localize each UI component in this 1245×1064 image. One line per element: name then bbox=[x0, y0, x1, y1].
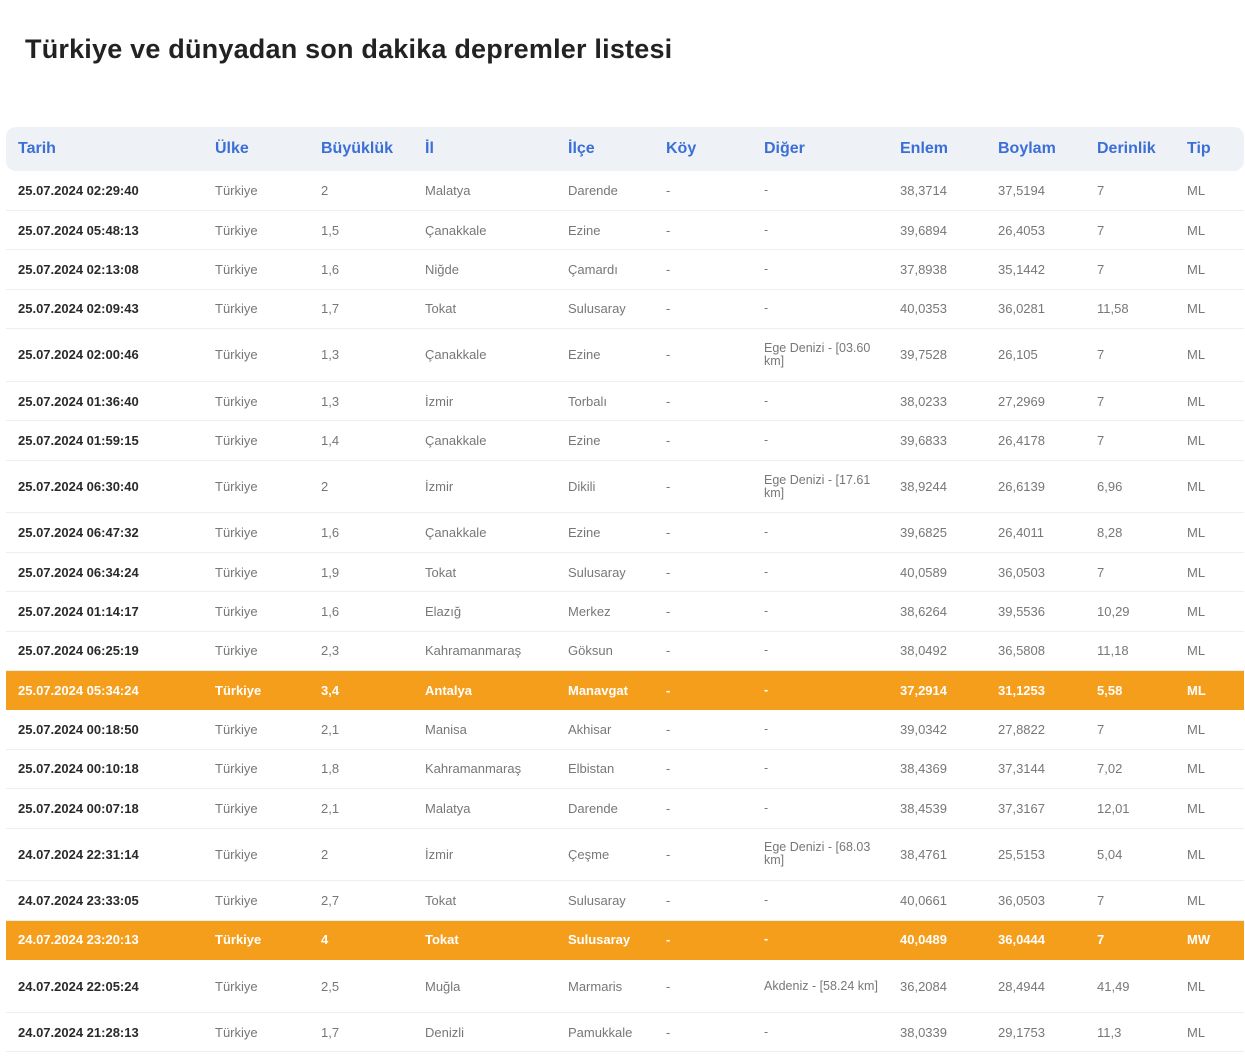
country-cell: Türkiye bbox=[203, 552, 309, 591]
magnitude-cell: 2 bbox=[309, 171, 413, 210]
country-cell: Türkiye bbox=[203, 749, 309, 788]
type-cell: ML bbox=[1175, 552, 1244, 591]
district-cell: Manavgat bbox=[556, 671, 654, 710]
magnitude-cell: 2 bbox=[309, 828, 413, 881]
table-row[interactable] bbox=[6, 210, 1244, 249]
type-cell: ML bbox=[1175, 250, 1244, 289]
district-cell: Akhisar bbox=[556, 710, 654, 749]
longitude-cell: 37,3144 bbox=[986, 749, 1085, 788]
province-cell: Tokat bbox=[413, 881, 556, 920]
village-cell: - bbox=[654, 513, 752, 552]
date-cell: 25.07.2024 01:14:17 bbox=[6, 592, 203, 631]
depth-cell: 7,02 bbox=[1085, 749, 1175, 788]
district-cell: Göksun bbox=[556, 631, 654, 670]
village-cell: - bbox=[654, 710, 752, 749]
date-cell: 24.07.2024 21:28:13 bbox=[6, 1012, 203, 1051]
longitude-cell: 39,5536 bbox=[986, 592, 1085, 631]
province-cell: Çanakkale bbox=[413, 210, 556, 249]
column-header-ilce[interactable]: İlçe bbox=[568, 140, 595, 157]
latitude-cell: 40,0589 bbox=[888, 552, 986, 591]
date-cell: 24.07.2024 23:33:05 bbox=[6, 881, 203, 920]
province-cell: Manisa bbox=[413, 710, 556, 749]
village-cell: - bbox=[654, 749, 752, 788]
type-cell: ML bbox=[1175, 631, 1244, 670]
district-cell: Ezine bbox=[556, 210, 654, 249]
country-cell: Türkiye bbox=[203, 710, 309, 749]
longitude-cell: 27,2969 bbox=[986, 381, 1085, 420]
table-row[interactable] bbox=[6, 552, 1244, 591]
village-cell: - bbox=[654, 421, 752, 460]
province-cell: Kahramanmaraş bbox=[413, 749, 556, 788]
table-row[interactable] bbox=[6, 289, 1244, 328]
table-header-row bbox=[6, 127, 1244, 171]
longitude-cell: 26,4178 bbox=[986, 421, 1085, 460]
province-cell: İzmir bbox=[413, 828, 556, 881]
column-header-il[interactable]: İl bbox=[425, 140, 434, 157]
table-row[interactable] bbox=[6, 631, 1244, 670]
column-header-buyukluk[interactable]: Büyüklük bbox=[321, 140, 394, 157]
country-cell: Türkiye bbox=[203, 171, 309, 210]
magnitude-cell: 1,3 bbox=[309, 381, 413, 420]
province-cell: Çanakkale bbox=[413, 421, 556, 460]
village-cell: - bbox=[654, 381, 752, 420]
country-cell: Türkiye bbox=[203, 631, 309, 670]
country-cell: Türkiye bbox=[203, 828, 309, 881]
table-row[interactable] bbox=[6, 381, 1244, 420]
village-cell: - bbox=[654, 592, 752, 631]
province-cell: İzmir bbox=[413, 460, 556, 513]
longitude-cell: 25,5153 bbox=[986, 828, 1085, 881]
latitude-cell: 40,0489 bbox=[888, 920, 986, 959]
other-cell: - bbox=[752, 210, 888, 249]
village-cell: - bbox=[654, 250, 752, 289]
province-cell: Malatya bbox=[413, 171, 556, 210]
depth-cell: 8,28 bbox=[1085, 513, 1175, 552]
table-row[interactable] bbox=[6, 828, 1244, 881]
table-row[interactable] bbox=[6, 1012, 1244, 1051]
other-cell: - bbox=[752, 631, 888, 670]
other-cell: - bbox=[752, 513, 888, 552]
village-cell: - bbox=[654, 552, 752, 591]
longitude-cell: 37,5194 bbox=[986, 171, 1085, 210]
village-cell: - bbox=[654, 289, 752, 328]
country-cell: Türkiye bbox=[203, 210, 309, 249]
country-cell: Türkiye bbox=[203, 513, 309, 552]
longitude-cell: 36,0503 bbox=[986, 552, 1085, 591]
country-cell: Türkiye bbox=[203, 329, 309, 382]
village-cell: - bbox=[654, 210, 752, 249]
date-cell: 25.07.2024 06:34:24 bbox=[6, 552, 203, 591]
column-header-derinlik[interactable]: Derinlik bbox=[1097, 140, 1156, 157]
latitude-cell: 40,0661 bbox=[888, 881, 986, 920]
type-cell: ML bbox=[1175, 171, 1244, 210]
magnitude-cell: 4 bbox=[309, 920, 413, 959]
latitude-cell: 36,2084 bbox=[888, 960, 986, 1013]
date-cell: 25.07.2024 06:30:40 bbox=[6, 460, 203, 513]
country-cell: Türkiye bbox=[203, 289, 309, 328]
district-cell: Darende bbox=[556, 789, 654, 828]
type-cell: ML bbox=[1175, 289, 1244, 328]
latitude-cell: 38,6264 bbox=[888, 592, 986, 631]
column-header-diger[interactable]: Diğer bbox=[764, 140, 805, 157]
latitude-cell: 37,2914 bbox=[888, 671, 986, 710]
latitude-cell: 38,9244 bbox=[888, 460, 986, 513]
table-row[interactable] bbox=[6, 881, 1244, 920]
province-cell: Elazığ bbox=[413, 592, 556, 631]
latitude-cell: 38,0339 bbox=[888, 1012, 986, 1051]
magnitude-cell: 1,7 bbox=[309, 1012, 413, 1051]
district-cell: Pamukkale bbox=[556, 1012, 654, 1051]
other-cell: - bbox=[752, 749, 888, 788]
district-cell: Ezine bbox=[556, 421, 654, 460]
other-cell: - bbox=[752, 920, 888, 959]
latitude-cell: 38,0233 bbox=[888, 381, 986, 420]
column-header-ulke[interactable]: Ülke bbox=[215, 140, 249, 157]
longitude-cell: 29,1753 bbox=[986, 1012, 1085, 1051]
village-cell: - bbox=[654, 460, 752, 513]
longitude-cell: 28,4944 bbox=[986, 960, 1085, 1013]
depth-cell: 12,01 bbox=[1085, 789, 1175, 828]
depth-cell: 7 bbox=[1085, 881, 1175, 920]
village-cell: - bbox=[654, 671, 752, 710]
depth-cell: 5,58 bbox=[1085, 671, 1175, 710]
depth-cell: 11,18 bbox=[1085, 631, 1175, 670]
depth-cell: 7 bbox=[1085, 421, 1175, 460]
country-cell: Türkiye bbox=[203, 920, 309, 959]
type-cell: ML bbox=[1175, 210, 1244, 249]
magnitude-cell: 3,4 bbox=[309, 671, 413, 710]
depth-cell: 7 bbox=[1085, 250, 1175, 289]
depth-cell: 5,04 bbox=[1085, 828, 1175, 881]
date-cell: 25.07.2024 00:18:50 bbox=[6, 710, 203, 749]
longitude-cell: 26,4053 bbox=[986, 210, 1085, 249]
province-cell: Çanakkale bbox=[413, 329, 556, 382]
date-cell: 25.07.2024 02:13:08 bbox=[6, 250, 203, 289]
type-cell: ML bbox=[1175, 329, 1244, 382]
date-cell: 25.07.2024 00:07:18 bbox=[6, 789, 203, 828]
village-cell: - bbox=[654, 828, 752, 881]
country-cell: Türkiye bbox=[203, 250, 309, 289]
date-cell: 25.07.2024 06:47:32 bbox=[6, 513, 203, 552]
province-cell: Denizli bbox=[413, 1012, 556, 1051]
magnitude-cell: 2,7 bbox=[309, 881, 413, 920]
country-cell: Türkiye bbox=[203, 960, 309, 1013]
table-row[interactable] bbox=[6, 421, 1244, 460]
country-cell: Türkiye bbox=[203, 381, 309, 420]
type-cell: ML bbox=[1175, 960, 1244, 1013]
table-body bbox=[6, 171, 1244, 1052]
country-cell: Türkiye bbox=[203, 881, 309, 920]
other-cell: Ege Denizi - [17.61 km] bbox=[752, 460, 888, 513]
magnitude-cell: 2 bbox=[309, 460, 413, 513]
district-cell: Sulusaray bbox=[556, 552, 654, 591]
latitude-cell: 38,4539 bbox=[888, 789, 986, 828]
district-cell: Torbalı bbox=[556, 381, 654, 420]
longitude-cell: 36,0503 bbox=[986, 881, 1085, 920]
depth-cell: 7 bbox=[1085, 210, 1175, 249]
other-cell: - bbox=[752, 250, 888, 289]
magnitude-cell: 1,8 bbox=[309, 749, 413, 788]
longitude-cell: 37,3167 bbox=[986, 789, 1085, 828]
district-cell: Sulusaray bbox=[556, 920, 654, 959]
date-cell: 25.07.2024 00:10:18 bbox=[6, 749, 203, 788]
magnitude-cell: 1,6 bbox=[309, 592, 413, 631]
table-row[interactable] bbox=[6, 250, 1244, 289]
type-cell: ML bbox=[1175, 513, 1244, 552]
table-row[interactable] bbox=[6, 789, 1244, 828]
magnitude-cell: 1,7 bbox=[309, 289, 413, 328]
date-cell: 25.07.2024 02:00:46 bbox=[6, 329, 203, 382]
village-cell: - bbox=[654, 789, 752, 828]
province-cell: Malatya bbox=[413, 789, 556, 828]
table-row[interactable] bbox=[6, 960, 1244, 1013]
other-cell: - bbox=[752, 289, 888, 328]
depth-cell: 7 bbox=[1085, 710, 1175, 749]
province-cell: Niğde bbox=[413, 250, 556, 289]
depth-cell: 7 bbox=[1085, 329, 1175, 382]
district-cell: Dikili bbox=[556, 460, 654, 513]
district-cell: Marmaris bbox=[556, 960, 654, 1013]
table-row-highlighted[interactable] bbox=[6, 671, 1244, 710]
depth-cell: 6,96 bbox=[1085, 460, 1175, 513]
other-cell: - bbox=[752, 881, 888, 920]
latitude-cell: 39,6833 bbox=[888, 421, 986, 460]
magnitude-cell: 1,3 bbox=[309, 329, 413, 382]
depth-cell: 11,3 bbox=[1085, 1012, 1175, 1051]
district-cell: Elbistan bbox=[556, 749, 654, 788]
village-cell: - bbox=[654, 329, 752, 382]
magnitude-cell: 1,6 bbox=[309, 513, 413, 552]
country-cell: Türkiye bbox=[203, 592, 309, 631]
province-cell: Çanakkale bbox=[413, 513, 556, 552]
province-cell: Antalya bbox=[413, 671, 556, 710]
district-cell: Sulusaray bbox=[556, 881, 654, 920]
longitude-cell: 36,5808 bbox=[986, 631, 1085, 670]
province-cell: Tokat bbox=[413, 289, 556, 328]
date-cell: 25.07.2024 02:09:43 bbox=[6, 289, 203, 328]
province-cell: Tokat bbox=[413, 552, 556, 591]
village-cell: - bbox=[654, 881, 752, 920]
province-cell: Tokat bbox=[413, 920, 556, 959]
column-header-enlem[interactable]: Enlem bbox=[900, 140, 949, 157]
earthquake-table bbox=[6, 127, 1244, 1052]
type-cell: ML bbox=[1175, 828, 1244, 881]
district-cell: Çeşme bbox=[556, 828, 654, 881]
table-row[interactable] bbox=[6, 171, 1244, 210]
date-cell: 25.07.2024 02:29:40 bbox=[6, 171, 203, 210]
column-header-boylam[interactable]: Boylam bbox=[998, 140, 1056, 157]
latitude-cell: 39,6825 bbox=[888, 513, 986, 552]
date-cell: 25.07.2024 01:36:40 bbox=[6, 381, 203, 420]
magnitude-cell: 1,4 bbox=[309, 421, 413, 460]
other-cell: - bbox=[752, 710, 888, 749]
date-cell: 24.07.2024 22:31:14 bbox=[6, 828, 203, 881]
village-cell: - bbox=[654, 920, 752, 959]
depth-cell: 41,49 bbox=[1085, 960, 1175, 1013]
country-cell: Türkiye bbox=[203, 1012, 309, 1051]
other-cell: - bbox=[752, 671, 888, 710]
depth-cell: 7 bbox=[1085, 171, 1175, 210]
table-row-highlighted[interactable] bbox=[6, 920, 1244, 959]
table-row[interactable] bbox=[6, 329, 1244, 382]
table-row[interactable] bbox=[6, 749, 1244, 788]
country-cell: Türkiye bbox=[203, 789, 309, 828]
province-cell: Muğla bbox=[413, 960, 556, 1013]
type-cell: ML bbox=[1175, 671, 1244, 710]
village-cell: - bbox=[654, 631, 752, 670]
latitude-cell: 39,6894 bbox=[888, 210, 986, 249]
longitude-cell: 26,105 bbox=[986, 329, 1085, 382]
type-cell: MW bbox=[1175, 920, 1244, 959]
table-row[interactable] bbox=[6, 592, 1244, 631]
longitude-cell: 36,0444 bbox=[986, 920, 1085, 959]
date-cell: 24.07.2024 23:20:13 bbox=[6, 920, 203, 959]
magnitude-cell: 1,9 bbox=[309, 552, 413, 591]
date-cell: 25.07.2024 05:34:24 bbox=[6, 671, 203, 710]
other-cell: Ege Denizi - [03.60 km] bbox=[752, 329, 888, 382]
type-cell: ML bbox=[1175, 710, 1244, 749]
depth-cell: 10,29 bbox=[1085, 592, 1175, 631]
column-header-tarih[interactable]: Tarih bbox=[18, 140, 56, 157]
earthquake-table-container bbox=[6, 127, 1244, 1052]
province-cell: İzmir bbox=[413, 381, 556, 420]
type-cell: ML bbox=[1175, 881, 1244, 920]
magnitude-cell: 2,1 bbox=[309, 710, 413, 749]
column-header-koy[interactable]: Köy bbox=[666, 140, 697, 157]
other-cell: Ege Denizi - [68.03 km] bbox=[752, 828, 888, 881]
village-cell: - bbox=[654, 171, 752, 210]
latitude-cell: 39,7528 bbox=[888, 329, 986, 382]
other-cell: - bbox=[752, 421, 888, 460]
date-cell: 25.07.2024 01:59:15 bbox=[6, 421, 203, 460]
type-cell: ML bbox=[1175, 749, 1244, 788]
depth-cell: 11,58 bbox=[1085, 289, 1175, 328]
type-cell: ML bbox=[1175, 381, 1244, 420]
village-cell: - bbox=[654, 1012, 752, 1051]
longitude-cell: 31,1253 bbox=[986, 671, 1085, 710]
date-cell: 24.07.2024 22:05:24 bbox=[6, 960, 203, 1013]
district-cell: Sulusaray bbox=[556, 289, 654, 328]
latitude-cell: 38,4369 bbox=[888, 749, 986, 788]
district-cell: Darende bbox=[556, 171, 654, 210]
depth-cell: 7 bbox=[1085, 920, 1175, 959]
table-row[interactable] bbox=[6, 513, 1244, 552]
other-cell: Akdeniz - [58.24 km] bbox=[752, 960, 888, 1013]
latitude-cell: 40,0353 bbox=[888, 289, 986, 328]
magnitude-cell: 1,5 bbox=[309, 210, 413, 249]
latitude-cell: 39,0342 bbox=[888, 710, 986, 749]
country-cell: Türkiye bbox=[203, 671, 309, 710]
date-cell: 25.07.2024 05:48:13 bbox=[6, 210, 203, 249]
longitude-cell: 36,0281 bbox=[986, 289, 1085, 328]
other-cell: - bbox=[752, 789, 888, 828]
type-cell: ML bbox=[1175, 789, 1244, 828]
magnitude-cell: 2,3 bbox=[309, 631, 413, 670]
type-cell: ML bbox=[1175, 1012, 1244, 1051]
magnitude-cell: 1,6 bbox=[309, 250, 413, 289]
district-cell: Merkez bbox=[556, 592, 654, 631]
latitude-cell: 38,0492 bbox=[888, 631, 986, 670]
longitude-cell: 27,8822 bbox=[986, 710, 1085, 749]
type-cell: ML bbox=[1175, 592, 1244, 631]
latitude-cell: 38,3714 bbox=[888, 171, 986, 210]
latitude-cell: 37,8938 bbox=[888, 250, 986, 289]
country-cell: Türkiye bbox=[203, 421, 309, 460]
district-cell: Ezine bbox=[556, 329, 654, 382]
district-cell: Çamardı bbox=[556, 250, 654, 289]
magnitude-cell: 2,1 bbox=[309, 789, 413, 828]
table-row[interactable] bbox=[6, 460, 1244, 513]
type-cell: ML bbox=[1175, 421, 1244, 460]
longitude-cell: 26,6139 bbox=[986, 460, 1085, 513]
other-cell: - bbox=[752, 171, 888, 210]
province-cell: Kahramanmaraş bbox=[413, 631, 556, 670]
column-header-tip[interactable]: Tip bbox=[1187, 140, 1211, 157]
longitude-cell: 35,1442 bbox=[986, 250, 1085, 289]
depth-cell: 7 bbox=[1085, 552, 1175, 591]
table-row[interactable] bbox=[6, 710, 1244, 749]
type-cell: ML bbox=[1175, 460, 1244, 513]
district-cell: Ezine bbox=[556, 513, 654, 552]
other-cell: - bbox=[752, 552, 888, 591]
other-cell: - bbox=[752, 381, 888, 420]
latitude-cell: 38,4761 bbox=[888, 828, 986, 881]
date-cell: 25.07.2024 06:25:19 bbox=[6, 631, 203, 670]
longitude-cell: 26,4011 bbox=[986, 513, 1085, 552]
other-cell: - bbox=[752, 592, 888, 631]
page-title: Türkiye ve dünyadan son dakika depremler listesi bbox=[25, 34, 673, 64]
other-cell: - bbox=[752, 1012, 888, 1051]
magnitude-cell: 2,5 bbox=[309, 960, 413, 1013]
depth-cell: 7 bbox=[1085, 381, 1175, 420]
country-cell: Türkiye bbox=[203, 460, 309, 513]
village-cell: - bbox=[654, 960, 752, 1013]
